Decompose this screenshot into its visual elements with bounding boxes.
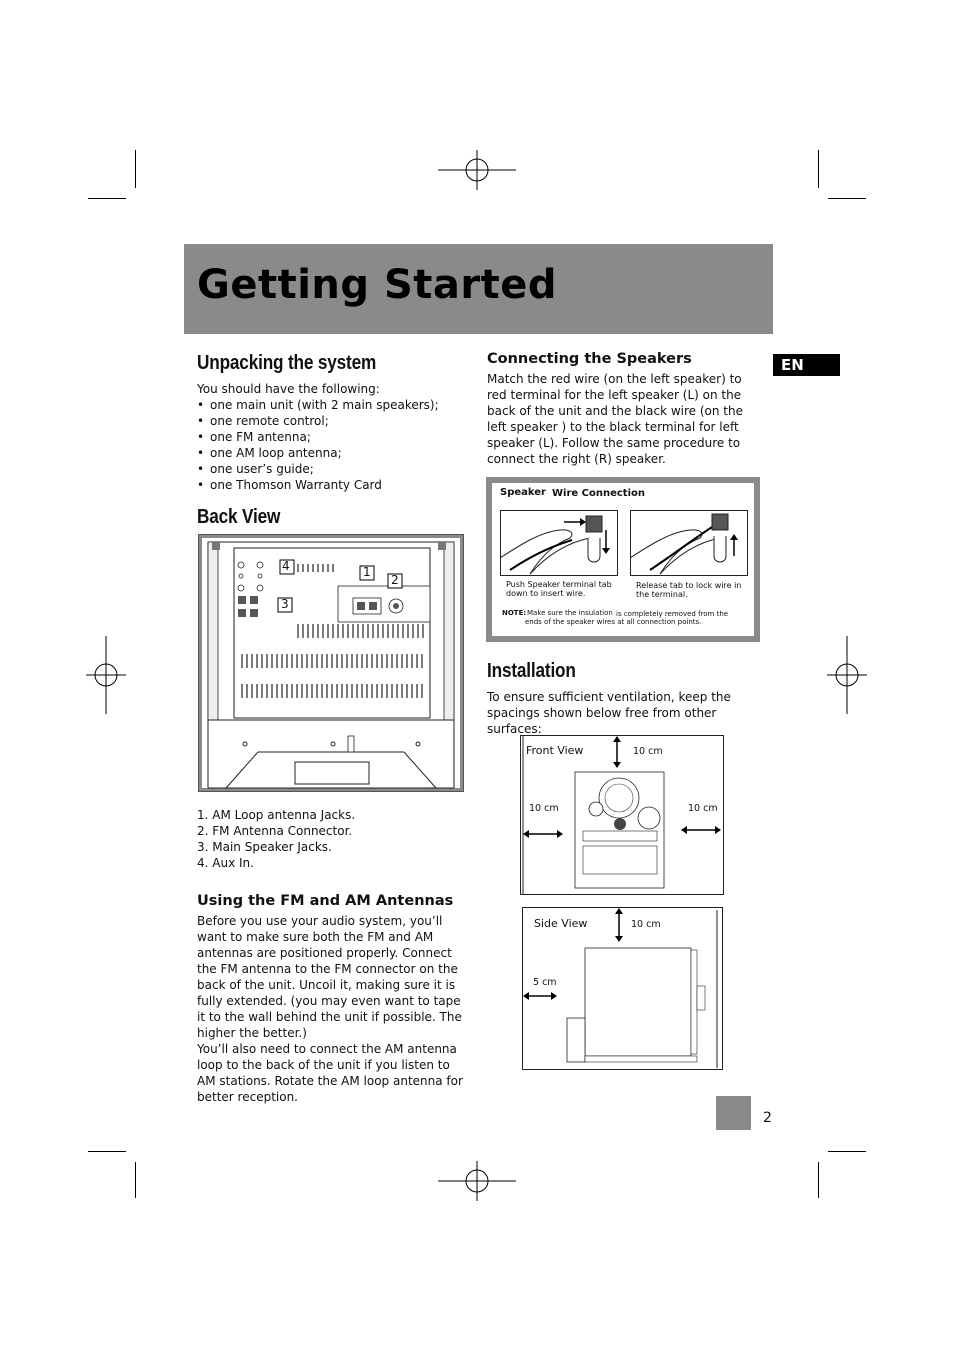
crop-mark [818, 1162, 819, 1198]
legend-item: 3. Main Speaker Jacks. [197, 840, 332, 854]
crop-mark [88, 198, 126, 199]
crop-mark [828, 1151, 866, 1152]
antennas-heading: Using the FM and AM Antennas [197, 893, 454, 909]
legend-item: 1. AM Loop antenna Jacks. [197, 808, 356, 822]
unpacking-heading: Unpacking the system [197, 352, 377, 374]
note-label: NOTE: [502, 609, 527, 617]
installation-heading: Installation [487, 660, 576, 682]
callout-am-loop: 1 [363, 565, 371, 579]
list-item: • one main unit (with 2 main speakers); [197, 397, 467, 413]
callout-fm-antenna: 2 [391, 573, 399, 587]
note-text: is completely removed from the [616, 610, 729, 618]
front-view-figure [520, 735, 724, 895]
registration-mark-icon [438, 150, 516, 190]
crop-mark [828, 198, 866, 199]
crop-mark [818, 150, 819, 188]
note-text: Make sure the insulation [527, 609, 613, 617]
figure-title: Speaker [500, 487, 546, 498]
list-item: • one user’s guide; [197, 461, 467, 477]
page-number: 2 [763, 1110, 772, 1126]
speaker-wire-figure [486, 477, 760, 642]
front-right-dim: 10 cm [688, 803, 718, 814]
language-tab: EN [773, 354, 840, 376]
back-view-legend [197, 807, 457, 871]
back-view-figure [198, 534, 464, 792]
unpacking-list [197, 397, 467, 493]
push-tab-illustration-icon [500, 510, 618, 576]
side-top-dim: 10 cm [631, 919, 661, 930]
legend-item: 4. Aux In. [197, 856, 254, 870]
crop-mark [135, 1162, 136, 1198]
front-top-dim: 10 cm [633, 746, 663, 757]
figure-title: Wire Connection [552, 488, 646, 499]
side-view-label: Side View [534, 917, 588, 930]
side-left-dim: 5 cm [533, 977, 557, 988]
list-item: • one Thomson Warranty Card [197, 477, 467, 493]
legend-item: 2. FM Antenna Connector. [197, 824, 353, 838]
unpacking-section [197, 381, 467, 493]
callout-speaker-jacks: 3 [281, 597, 289, 611]
unpacking-intro: You should have the following: [197, 382, 380, 396]
registration-mark-icon [827, 636, 867, 714]
registration-mark-icon [438, 1161, 516, 1201]
front-left-dim: 10 cm [529, 803, 559, 814]
list-item: • one AM loop antenna; [197, 445, 467, 461]
list-item: • one FM antenna; [197, 429, 467, 445]
crop-mark [88, 1151, 126, 1152]
antennas-paragraph: Before you use your audio system, you’ll want to make sure both the FM and AM antennas are positioned properly. Connect the FM antenna to the FM connector on the back of the unit. Uncoil it, making sure it is fully extended. (you may even want to tape it to the wall behind the unit if possible. The higher the better.) [197, 914, 462, 1040]
note-text: ends of the speaker wires at all connection points. [525, 618, 702, 626]
speakers-heading: Connecting the Speakers [487, 351, 692, 367]
list-item: • one remote control; [197, 413, 467, 429]
crop-mark [135, 150, 136, 188]
caption-push-tab: Push Speaker terminal tab down to insert wire. [506, 580, 612, 598]
page-title: Getting Started [197, 262, 557, 308]
registration-mark-icon [86, 636, 126, 714]
release-tab-illustration-icon [630, 510, 748, 576]
speakers-paragraph: Match the red wire (on the left speaker) to red terminal for the left speaker (L) on the back of the unit and the black wire (on the left speaker ) to the black terminal for left speaker (L). Follow the same procedure to connect the right (R) speaker. [487, 372, 744, 466]
back-view-heading: Back View [197, 506, 281, 528]
callout-aux-in: 4 [282, 559, 290, 573]
antennas-section [197, 913, 471, 1105]
side-view-figure [522, 907, 723, 1070]
installation-paragraph: To ensure sufficient ventilation, keep the spacings shown below free from other surfaces: [487, 690, 731, 736]
front-view-label: Front View [526, 744, 584, 757]
page-number-box [716, 1096, 751, 1130]
antennas-paragraph: You’ll also need to connect the AM antenna loop to the back of the unit if you listen to AM stations. Rotate the AM loop antenna for better reception. [197, 1042, 463, 1104]
caption-release-tab: Release tab to lock wire in the terminal. [636, 581, 742, 599]
